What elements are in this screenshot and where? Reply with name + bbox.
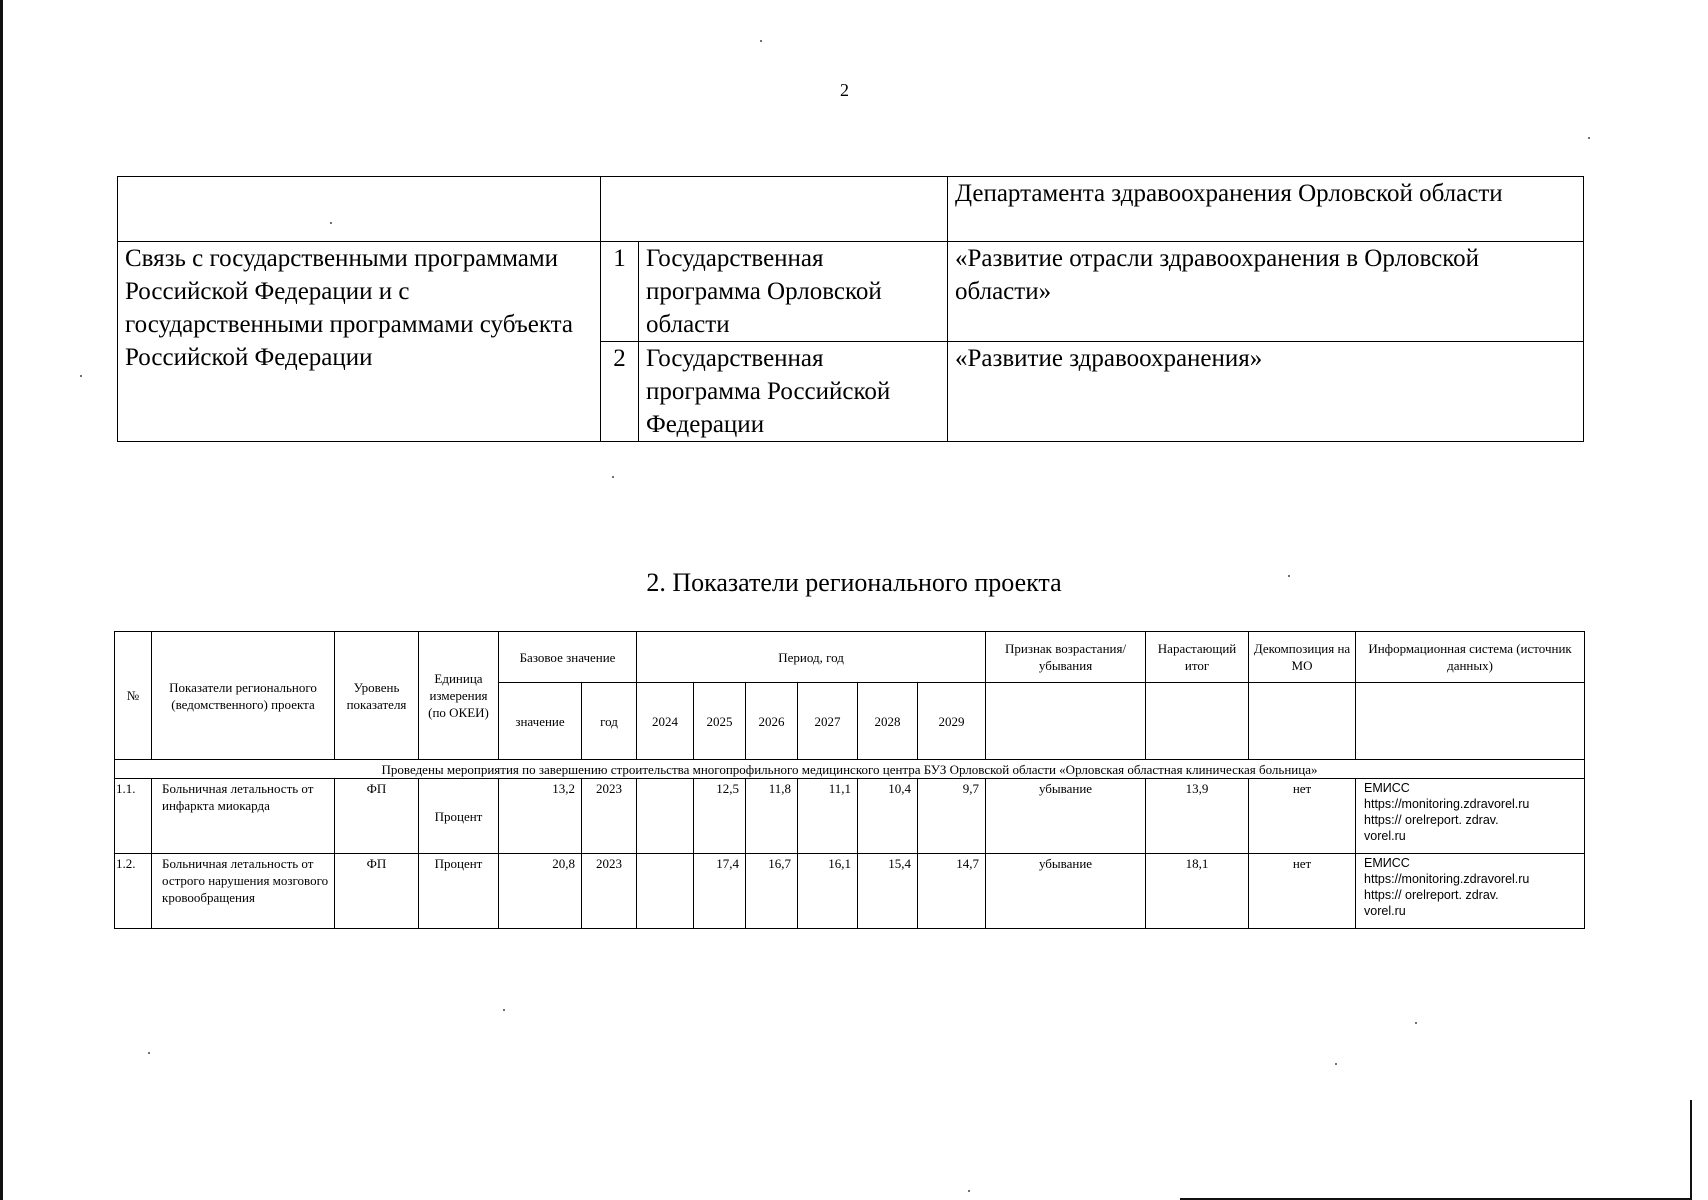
year-value: 17,4 xyxy=(694,854,746,929)
year-value: 10,4 xyxy=(858,779,918,854)
header-level: Уровень показателя xyxy=(335,632,419,760)
header-period: Период, год xyxy=(637,632,986,683)
program-name: «Развитие отрасли здравоохранения в Орловской области» xyxy=(948,242,1584,342)
header-row xyxy=(115,632,1585,683)
year-value: 16,7 xyxy=(746,854,798,929)
scan-speck xyxy=(148,1052,150,1054)
year-value: 11,1 xyxy=(798,779,858,854)
header-cumulative: Нарастающий итог xyxy=(1146,632,1249,683)
program-row xyxy=(118,242,1584,342)
cumulative-value: 13,9 xyxy=(1146,779,1249,854)
info-link: vorel.ru xyxy=(1364,829,1406,843)
indicator-level: ФП xyxy=(335,779,419,854)
year-value: 11,8 xyxy=(746,779,798,854)
program-type: Государственная программа Российской Федерации xyxy=(639,342,948,442)
header-trend: Признак возрастания/убывания xyxy=(986,632,1146,683)
base-year: 2023 xyxy=(582,779,637,854)
info-system xyxy=(1356,854,1585,929)
indicators-table xyxy=(114,631,1585,929)
header-year: 2029 xyxy=(918,683,986,760)
year-value: 16,1 xyxy=(798,854,858,929)
info-link: https:// orelreport. zdrav. xyxy=(1364,888,1499,902)
scan-speck xyxy=(760,40,762,42)
empty-cell xyxy=(118,177,601,242)
info-link: https:// orelreport. zdrav. xyxy=(1364,813,1499,827)
table-row xyxy=(115,854,1585,929)
indicator-name: Больничная летальность от инфаркта миокарда xyxy=(152,779,335,854)
empty-cell xyxy=(601,177,948,242)
header-num: № xyxy=(115,632,152,760)
empty-cell xyxy=(1356,683,1585,760)
info-link: https://monitoring.zdravorel.ru xyxy=(1364,797,1530,811)
empty-cell xyxy=(1146,683,1249,760)
year-value xyxy=(637,779,694,854)
scan-speck xyxy=(80,375,82,377)
year-value: 12,5 xyxy=(694,779,746,854)
trend-value: убывание xyxy=(986,854,1146,929)
row-number: 1.1. xyxy=(115,779,152,854)
section-title: 2. Показатели регионального проекта xyxy=(646,568,1062,597)
year-value xyxy=(637,854,694,929)
program-number: 2 xyxy=(601,342,639,442)
program-type: Государственная программа Орловской области xyxy=(639,242,948,342)
base-year: 2023 xyxy=(582,854,637,929)
header-info-system: Информационная система (источник данных) xyxy=(1356,632,1585,683)
header-year: 2024 xyxy=(637,683,694,760)
row-number: 1.2. xyxy=(115,854,152,929)
info-link: https://monitoring.zdravorel.ru xyxy=(1364,872,1530,886)
indicator-name: Больничная летальность от острого нарушения мозгового кровообращения xyxy=(152,854,335,929)
header-base-year: год xyxy=(582,683,637,760)
scan-speck xyxy=(503,1009,505,1011)
program-linkage-table xyxy=(117,176,1584,442)
header-base: Базовое значение xyxy=(499,632,637,683)
cumulative-value: 18,1 xyxy=(1146,854,1249,929)
decomposition-value: нет xyxy=(1249,854,1356,929)
trend-value: убывание xyxy=(986,779,1146,854)
scan-speck xyxy=(1335,1063,1337,1065)
year-value: 9,7 xyxy=(918,779,986,854)
year-value: 14,7 xyxy=(918,854,986,929)
info-system xyxy=(1356,779,1585,854)
scan-speck xyxy=(968,1190,970,1192)
page-number: 2 xyxy=(840,80,849,100)
header-indicator: Показатели регионального (ведомственного) проекта xyxy=(152,632,335,760)
header-year: 2026 xyxy=(746,683,798,760)
info-line: ЕМИСС xyxy=(1364,856,1410,870)
program-name: «Развитие здравоохранения» xyxy=(948,342,1584,442)
scan-speck xyxy=(1588,137,1590,139)
base-value: 20,8 xyxy=(499,854,582,929)
header-decomposition: Декомпозиция на МО xyxy=(1249,632,1356,683)
program-number: 1 xyxy=(601,242,639,342)
scan-edge-left xyxy=(0,0,3,1200)
scan-speck xyxy=(1415,1022,1417,1024)
base-value: 13,2 xyxy=(499,779,582,854)
header-year: 2027 xyxy=(798,683,858,760)
header-unit: Единица измерения (по ОКЕИ) xyxy=(419,632,499,760)
indicator-unit: Процент xyxy=(419,779,499,854)
empty-cell xyxy=(986,683,1146,760)
project-band-row xyxy=(115,760,1585,779)
project-band-text: Проведены мероприятия по завершению строительства многопрофильного медицинского центра БУЗ Орловской области «Орловская областная клиническая больница» xyxy=(115,760,1585,779)
continuation-text: Департамента здравоохранения Орловской области xyxy=(948,177,1584,242)
info-link: vorel.ru xyxy=(1364,904,1406,918)
header-base-value: значение xyxy=(499,683,582,760)
info-line: ЕМИСС xyxy=(1364,781,1410,795)
linkage-label: Связь с государственными программами Российской Федерации и с государственными программами субъекта Российской Федерации xyxy=(118,242,601,442)
scan-speck xyxy=(612,476,614,478)
header-year: 2028 xyxy=(858,683,918,760)
table-row xyxy=(115,779,1585,854)
header-year: 2025 xyxy=(694,683,746,760)
scan-edge-right xyxy=(1690,1100,1692,1200)
indicator-unit: Процент xyxy=(419,854,499,929)
indicator-level: ФП xyxy=(335,854,419,929)
decomposition-value: нет xyxy=(1249,779,1356,854)
year-value: 15,4 xyxy=(858,854,918,929)
continuation-row xyxy=(118,177,1584,242)
empty-cell xyxy=(1249,683,1356,760)
